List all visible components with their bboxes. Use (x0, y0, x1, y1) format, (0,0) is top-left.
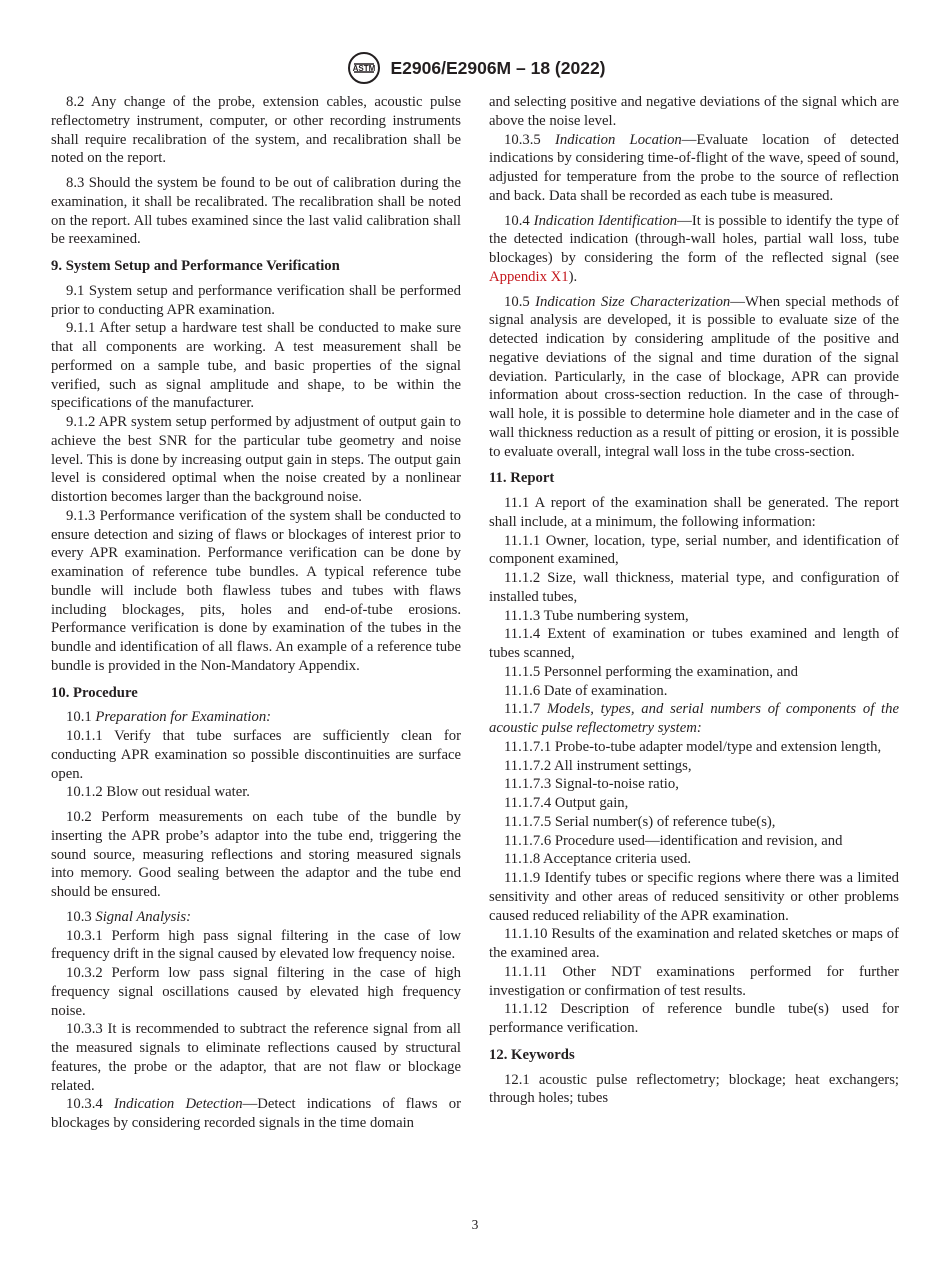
paragraph-10-3-number: 10.3 (66, 908, 92, 925)
astm-logo-icon (344, 50, 384, 86)
paragraph-11-1: 11.1 A report of the examination shall be generated. The report shall include, at a minimum, the following information: (489, 495, 899, 530)
paragraph-11-1-7-3: 11.1.7.3 Signal-to-noise ratio, (504, 776, 679, 793)
paragraph-11-1-7-title: Models, types, and serial numbers of components of the acoustic pulse reflectometry system: (489, 701, 899, 736)
appendix-x1-link[interactable]: Appendix X1 (489, 268, 569, 285)
paragraph-11-1-10: 11.1.10 Results of the examination and related sketches or maps of the examined area. (489, 926, 899, 961)
paragraph-10-3-title: Signal Analysis: (95, 908, 191, 925)
paragraph-10-3-4-continued: and selecting positive and negative deviations of the signal which are above the noise level. (489, 94, 899, 129)
paragraph-11-1-7 (489, 700, 899, 738)
astm-logo-text: ASTM (353, 64, 376, 73)
paragraph-11-1-5: 11.1.5 Personnel performing the examination, and (504, 663, 798, 680)
paragraph-11-1-9: 11.1.9 Identify tubes or specific regions where there was a limited sensitivity and other areas of reduced sensitivity or other problems caused reduced reliability of the APR examination. (489, 870, 899, 924)
paragraph-10-3-5-title: Indication Location (554, 131, 682, 148)
document-designation: E2906/E2906M – 18 (2022) (390, 57, 606, 78)
paragraph-10-5 (489, 293, 899, 462)
paragraph-10-5-title: Indication Size Characterization (535, 293, 731, 310)
paragraph-10-3-4-title: Indication Detection (113, 1096, 243, 1113)
right-column (489, 93, 899, 1114)
paragraph-10-3-3: 10.3.3 It is recommended to subtract the reference signal from all the measured signals to eliminate reflections caused by structural features, the probe or the adaptor, that are not flaw or blockage related. (51, 1021, 461, 1094)
paragraph-10-3-5-text: —Evaluate location of detected indications by considering time-of-flight of the wave, speed of sound, adjusted for temperature from the probe to the source of reflection and back. Data shall be recorded as each tube is measured. (489, 131, 899, 204)
paragraph-10-4-title: Indication Identification (533, 212, 678, 229)
paragraph-12-1: 12.1 acoustic pulse reflectometry; blockage; heat exchangers; through holes; tubes (489, 1071, 899, 1107)
paragraph-10-3-2: 10.3.2 Perform low pass signal filtering in the case of high frequency signal oscillations caused by elevated high frequency noise. (51, 965, 461, 1019)
paragraph-10-3 (51, 908, 461, 927)
section-heading-12: 12. Keywords (489, 1046, 575, 1063)
paragraph-11-1-7-2: 11.1.7.2 All instrument settings, (504, 757, 692, 774)
paragraph-10-1-1: 10.1.1 Verify that tube surfaces are sufficiently clean for conducting APR examination so possible discontinuities are surface open. (51, 728, 461, 782)
paragraph-10-1-title: Preparation for Examination: (95, 709, 272, 726)
paragraph-10-4 (489, 212, 899, 287)
paragraph-10-4-number: 10.4 (504, 212, 530, 229)
paragraph-10-3-4-text: —Detect indications of flaws or blockages by considering recorded signals in the time domain (51, 1096, 462, 1131)
paragraph-11-1-7-6: 11.1.7.6 Procedure used—identification and revision, and (504, 832, 843, 849)
section-heading-10: 10. Procedure (51, 684, 138, 701)
paragraph-9-1-2: 9.1.2 APR system setup performed by adjustment of output gain to achieve the best SNR for the particular tube geometry and noise level. This is done by increasing output gain in steps. The output gain level is considered optimal when the noise created by a nonlinear distortion becomes larger than the background noise. (51, 414, 461, 505)
paragraph-10-3-4 (51, 1095, 461, 1133)
page-header (0, 50, 950, 90)
paragraph-10-1 (51, 708, 461, 727)
paragraph-11-1-1: 11.1.1 Owner, location, type, serial number, and identification of component examined, (489, 532, 899, 568)
paragraph-10-5-number: 10.5 (504, 293, 530, 310)
paragraph-10-5-text: —When special methods of signal analysis are developed, it is possible to evaluate size of the detected indication by considering amplitude of the positive and negative deviations of the signal and time duration of the signal deviation. Particularly, in the case of blockage, APR can provide information about cross-section reduction. In the case of through-wall hole, it is possible to determine hole diameter and in the case of wall thickness reduction as a result of pitting or erosion, it is possible to evaluate overall, integral wall loss in the tube cross-section. (489, 293, 899, 460)
paragraph-9-1-3: 9.1.3 Performance verification of the system shall be conducted to ensure detection and sizing of flaws or blockages of interest prior to every APR examination. Performance verification can be done by examination of reference tube bundles. A typical reference tube bundle will include both flawless tubes and tubes with flaws including blockages, pits, holes and end-of-tube erosions. Performance verification is done by examination of the tubes in the bundle and identification of all flaws. An example of a reference tube bundle is provided in the Non-Mandatory Appendix. (51, 507, 461, 674)
paragraph-11-1-7-5: 11.1.7.5 Serial number(s) of reference tube(s), (504, 813, 776, 830)
page-number: 3 (471, 1217, 479, 1232)
paragraph-11-1-7-4: 11.1.7.4 Output gain, (504, 795, 629, 811)
paragraph-10-3-1: 10.3.1 Perform high pass signal filtering in the case of low frequency drift in the signal caused by elevated low frequency noise. (51, 927, 461, 963)
paragraph-11-1-11: 11.1.11 Other NDT examinations performed for further investigation or confirmation of test results. (489, 963, 899, 999)
paragraph-10-3-5-number: 10.3.5 (504, 131, 541, 148)
paragraph-9-1-1: 9.1.1 After setup a hardware test shall be conducted to make sure that all components are working. A test measurement shall be performed on a sample tube, and basic properties of the signal verified, such as signal amplitude and shape, to be within the specifications of the manufacturer. (51, 320, 461, 412)
paragraph-8-2: 8.2 Any change of the probe, extension cables, acoustic pulse reflectometry instrument, computer, or other recording instruments shall require recalibration of the system, and recalibration shall be noted on the report. (51, 94, 461, 167)
paragraph-11-1-4: 11.1.4 Extent of examination or tubes examined and length of tubes scanned, (489, 626, 899, 661)
paragraph-9-1: 9.1 System setup and performance verification shall be performed prior to conducting APR examination. (51, 282, 461, 318)
paragraph-10-1-number: 10.1 (66, 709, 92, 726)
paragraph-10-3-4-number: 10.3.4 (66, 1096, 103, 1113)
paragraph-10-4-text: —It is possible to identify the type of the detected indication (through-wall holes, partial wall loss, tube blockages) by considering the form of the reflected signal (see (489, 212, 899, 266)
paragraph-11-1-3: 11.1.3 Tube numbering system, (504, 607, 689, 624)
paragraph-10-2: 10.2 Perform measurements on each tube of the bundle by inserting the APR probe’s adaptor into the tube end, triggering the sound source, measuring reflections and storing measured signals into memory. Good sealing between the adaptor and the tube end should be ensured. (51, 809, 461, 900)
paragraph-11-1-7-1: 11.1.7.1 Probe-to-tube adapter model/type and extension length, (504, 738, 882, 755)
paragraph-10-3-5 (489, 131, 899, 206)
section-heading-9: 9. System Setup and Performance Verification (51, 258, 340, 274)
paragraph-11-1-7-number: 11.1.7 (504, 701, 541, 718)
paragraph-11-1-8: 11.1.8 Acceptance criteria used. (504, 851, 692, 868)
paragraph-11-1-12: 11.1.12 Description of reference bundle tube(s) used for performance verification. (489, 1001, 899, 1036)
paragraph-11-1-2: 11.1.2 Size, wall thickness, material type, and configuration of installed tubes, (489, 570, 899, 605)
paragraph-11-1-6: 11.1.6 Date of examination. (504, 682, 668, 699)
left-column (51, 93, 461, 1133)
paragraph-10-1-2: 10.1.2 Blow out residual water. (66, 784, 250, 801)
paragraph-10-4-end: ). (568, 268, 578, 285)
paragraph-8-3: 8.3 Should the system be found to be out of calibration during the examination, it shall be recalibrated. The recalibration shall be noted on the report. All tubes examined since the last valid calibration shall be reexamined. (51, 175, 461, 248)
section-heading-11: 11. Report (489, 470, 555, 487)
